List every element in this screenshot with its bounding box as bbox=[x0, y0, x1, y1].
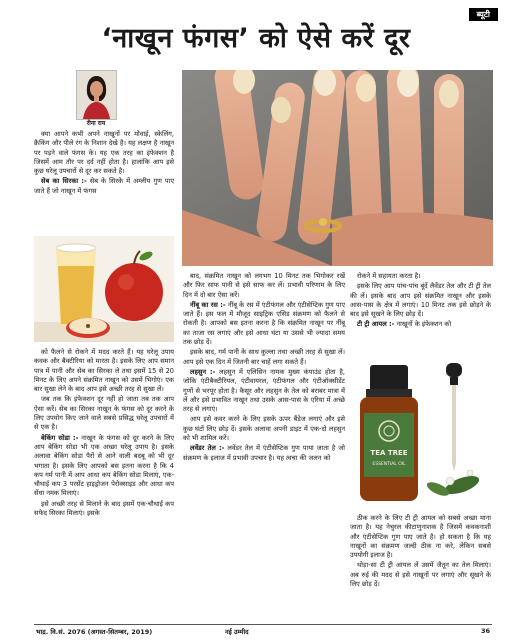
tea-tree-oil-photo bbox=[350, 355, 491, 510]
paragraph: जब तक कि इंफेक्शन दूर नहीं हो जाता तब तक आप ऐसा करें। सेब का सिरका नाखून के फंगस को दूर करने के लिए उपयोग किए जाने वाले सबसे प्रसिद्ध घरेलू उपचारों में से एक है। bbox=[34, 395, 174, 432]
author-name: रीना राय bbox=[86, 120, 106, 127]
paragraph: बाद, संक्रमित नाखून को लगभग 10 मिनट तक भिगोकर रखें और फिर साफ पानी से इसे साफ कर लें। प्रभावी परिणाम के लिए दिन में दो बार ऐसा करें। bbox=[183, 272, 345, 299]
apple-cider-vinegar-photo bbox=[34, 236, 174, 342]
footer-divider bbox=[34, 624, 492, 625]
page-number: 36 bbox=[480, 627, 490, 635]
subheading: लहसुन :- bbox=[190, 367, 216, 376]
paragraph: नींबू का रस :- नींबू के रस में एंटीफंगल और एंटीसेप्टिक गुण पाए जाते हैं। इस फल में मौजूद साइट्रिक एसिड संक्रमण को फैलने से रोकती है। आपको बस इतना करना है कि संक्रमित नाखून पर नींबू का ताजा रस लगाएं और इसे आधा घंटा या उससे भी ज्यादा समय तक छोड़ दें। bbox=[183, 300, 345, 347]
column-3-top bbox=[350, 272, 491, 331]
author-photo bbox=[76, 70, 117, 120]
column-3-bottom bbox=[350, 514, 491, 590]
paragraph: रोकने में सहायता करता है। bbox=[357, 272, 421, 280]
paragraph: को फैलने से रोकने में मदद करते हैं। यह घरेलू उपाय कवक और बैक्टीरिया को मारता है। इसके लिए आप समान पात्र में पानी और सेब का सिरका ले तथा इसमें 15 से 20 मिनट के लिए अपने संक्रमित नाखून को उसमें भिगोएं। एक बार सुखा लेने के बाद आप इसे अच्छी तरह से सुखा लें। bbox=[34, 348, 174, 394]
paragraph: इसे अच्छी तरह से मिलाने के बाद इसमें एक-चौथाई कप सफेद सिरका मिलाएं। इसके bbox=[34, 499, 174, 518]
column-2 bbox=[183, 272, 345, 464]
product-label-line2: ESSENTIAL OIL bbox=[372, 462, 406, 467]
paragraph: टी ट्री आयल :- नाखूनों के इंफेक्शन को bbox=[357, 320, 452, 329]
subheading: लवेंडर तेल :- bbox=[190, 444, 225, 453]
column-1-bottom bbox=[34, 348, 174, 519]
section-tag: ब्यूटी bbox=[469, 8, 498, 21]
paragraph: इसके बाद, गर्म पानी के साथ कुल्ला तथा अच्छी तरह से सुखा लें। आप इसे एक दिन में जितनी बार चाहें लगा सकते हैं। bbox=[183, 348, 345, 366]
subheading: सेब का सिरका :- bbox=[41, 177, 87, 186]
product-label-line1: TEA TREE bbox=[370, 449, 408, 457]
paragraph: आप इसे कवर करने के लिए इसके ऊपर बैंडेज लगाएं और इसे कुछ घंटों लिए छोड़ दें। इसके अलावा अपनी डाइट में एक-दो लहसुन को भी शामिल करें। bbox=[183, 415, 345, 443]
paragraph: थोड़ा-सा टी ट्री आयल लें उसमें जैतून का तेल मिलाएं। अब रुई की मदद से इसे नाखूनों पर लगाएं और सूखने के लिए छोड़ दें। bbox=[350, 561, 491, 589]
paragraph: बेकिंग सोडा :- नाखून के फंगस को दूर करने के लिए आप बेकिंग सोडा भी एक अच्छा घरेलू उपाय है। इसके अलावा बेकिंग सोडा पैरों से आने वाली बदबू को भी दूर भगाता है। इसके लिए आपको बस इतना करना है कि 4 कप गर्म पानी में आप आधा कप बेकिंग सोडा मिलाएं, एक-चौथाई कप 3 परसेंट हाइड्रोजन पेरोक्साइड और आधा कप सेंधा नमक मिलाएं। bbox=[34, 433, 174, 498]
footer-magazine-name: नई उम्मीद bbox=[225, 628, 249, 636]
paragraph: सेब का सिरका :- सेब के सिरके में अम्लीय गुण पाए जाते हैं जो नाखून में फंगस bbox=[34, 177, 174, 195]
paragraph: ठीक करने के लिए टी ट्री आयल को सबसे अच्छा माना जाता है। यह नेचुरल कीटाणुनाशक है जिसमें कवकनाशी और एंटीसेप्टिक गुण पाए जाते है। हो सकता है कि यह नाखूनों का संक्रमण जल्दी ठीक ना करे, लेकिन सबसे उपयोगी इलाज है। bbox=[350, 514, 491, 560]
fingernails-photo bbox=[182, 70, 493, 266]
paragraph: क्या आपने कभी अपने नाखूनों पर मोवाई, स्केलिंग, क्रैकिंग और पीले रंग के निशान देखे है। यह लक्षण है नाखून पर पड़ने वाले फंगस के। यह एक तरह का इंफेक्शन है जिसमें आम तौर पर दर्द नहीं होता है। हालांकि आप इसे कुछ घरेलू उपचारों से दूर कर सकते है। bbox=[34, 130, 174, 176]
paragraph: लवेंडर तेल :- लवेंडर तेल में एंटीसेप्टिक गुण पाया जाता है जो संक्रमण के इलाज में प्रभावी उपचार है। यह त्वचा की जलन को bbox=[183, 444, 345, 462]
paragraph: इसके लिए आप पांच-पांच बूंदें लैवेंडर तेल और टी ट्री तेल की लें। इसके बाद आप इसे संक्रमित नाखून और इसके आस-पास के क्षेत्र में लगाएं। 10 मिनट तक इसे छोड़ने के बाद इसे सूखने के लिए छोड़ दें। bbox=[350, 282, 491, 319]
subheading: बेकिंग सोडा :- bbox=[41, 433, 79, 442]
subheading: नींबू का रस :- bbox=[190, 300, 226, 309]
article-headline: ‘नाखून फंगस’ को ऐसे करें दूर bbox=[101, 23, 411, 54]
subheading: टी ट्री आयल :- bbox=[357, 320, 395, 329]
column-1-top bbox=[34, 130, 174, 197]
paragraph: लहसुन :- लहसुन में एलिसिन नामक मुख्य कंपाउंड होता है, जोकि एंटीबैक्टीरियल, एंटीवायरल, एंटीफंगल और एंटीऑक्सीडेंट गुणों से भरपूर होता है। कैसूर और लहसुन के तेल को बराबर मात्रा में लें और इसे प्रभावित नाखून तथा उसके आस-पास के एरिया में अच्छे तरह से लगाएं। bbox=[183, 367, 345, 414]
footer-issue-date: भाद्र. वि.सं. 2076 (अगस्त-सितम्बर, 2019) bbox=[36, 628, 153, 636]
